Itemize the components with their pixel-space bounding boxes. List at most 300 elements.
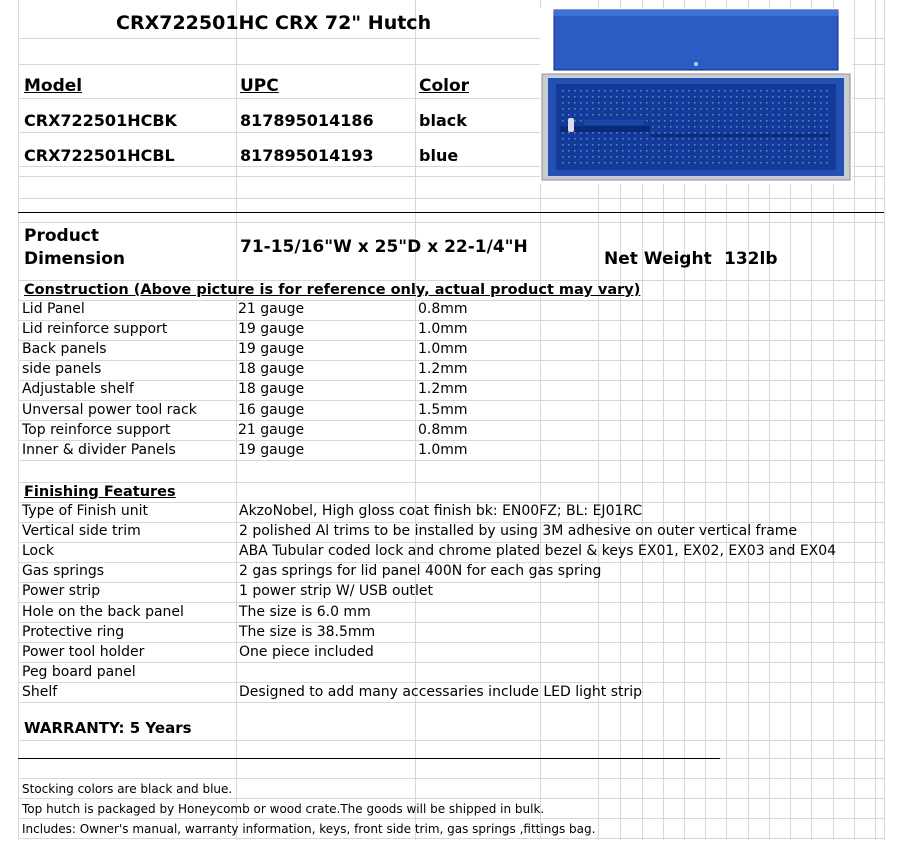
pegboard-hole — [646, 132, 648, 134]
pegboard-hole — [652, 90, 654, 92]
pegboard-hole — [802, 156, 804, 158]
pegboard-hole — [802, 96, 804, 98]
pegboard-hole — [634, 150, 636, 152]
pegboard-hole — [742, 156, 744, 158]
pegboard-hole — [646, 108, 648, 110]
pegboard-hole — [748, 162, 750, 164]
warranty-text: WARRANTY: 5 Years — [24, 719, 192, 737]
pegboard-hole — [712, 138, 714, 140]
grid-line — [18, 280, 884, 281]
pegboard-hole — [616, 108, 618, 110]
pegboard-hole — [748, 132, 750, 134]
pegboard-hole — [724, 144, 726, 146]
pegboard-hole — [700, 96, 702, 98]
pegboard-hole — [760, 120, 762, 122]
pegboard-hole — [676, 126, 678, 128]
pegboard-hole — [670, 150, 672, 152]
pegboard-hole — [634, 138, 636, 140]
pegboard-hole — [676, 120, 678, 122]
pegboard-hole — [700, 150, 702, 152]
pegboard-hole — [754, 162, 756, 164]
pegboard-hole — [634, 132, 636, 134]
pegboard-hole — [712, 144, 714, 146]
pegboard-hole — [646, 144, 648, 146]
note-line: Top hutch is packaged by Honeycomb or wood crate.The goods will be shipped in bulk. — [22, 802, 545, 816]
pegboard-hole — [694, 150, 696, 152]
pegboard-hole — [622, 150, 624, 152]
grid-line — [18, 682, 884, 683]
upc-header: UPC — [240, 76, 279, 96]
pegboard-hole — [790, 120, 792, 122]
net-weight-value: 132lb — [724, 249, 778, 269]
pegboard-hole — [730, 120, 732, 122]
pegboard-hole — [808, 138, 810, 140]
pegboard-hole — [634, 114, 636, 116]
pegboard-hole — [580, 162, 582, 164]
pegboard-hole — [628, 162, 630, 164]
construction-part-cell: Unversal power tool rack — [22, 401, 197, 418]
pegboard-hole — [724, 138, 726, 140]
pegboard-hole — [568, 102, 570, 104]
upc-cell: 817895014186 — [240, 111, 374, 130]
pegboard-hole — [682, 132, 684, 134]
pegboard-hole — [622, 96, 624, 98]
pegboard-hole — [628, 102, 630, 104]
pegboard-hole — [802, 150, 804, 152]
pegboard-hole — [802, 114, 804, 116]
pegboard-hole — [580, 114, 582, 116]
pegboard-hole — [616, 114, 618, 116]
pegboard-hole — [568, 132, 570, 134]
pegboard-hole — [814, 108, 816, 110]
grid-line — [18, 818, 884, 819]
pegboard-hole — [814, 120, 816, 122]
pegboard-hole — [652, 102, 654, 104]
pegboard-hole — [772, 108, 774, 110]
pegboard-hole — [820, 138, 822, 140]
pegboard-hole — [634, 96, 636, 98]
pegboard-hole — [646, 102, 648, 104]
pegboard-hole — [688, 156, 690, 158]
pegboard-hole — [658, 156, 660, 158]
pegboard-hole — [718, 96, 720, 98]
pegboard-hole — [784, 126, 786, 128]
pegboard-hole — [568, 138, 570, 140]
pegboard-hole — [610, 162, 612, 164]
pegboard-hole — [802, 102, 804, 104]
pegboard-hole — [610, 144, 612, 146]
note-line: Stocking colors are black and blue. — [22, 782, 233, 796]
pegboard-hole — [604, 150, 606, 152]
pegboard-hole — [760, 138, 762, 140]
pegboard-hole — [670, 108, 672, 110]
pegboard-hole — [634, 102, 636, 104]
pegboard-hole — [730, 90, 732, 92]
pegboard-hole — [766, 144, 768, 146]
pegboard-hole — [742, 162, 744, 164]
pegboard-hole — [820, 156, 822, 158]
pegboard-hole — [658, 120, 660, 122]
pegboard-hole — [730, 150, 732, 152]
pegboard-hole — [652, 132, 654, 134]
pegboard-hole — [646, 156, 648, 158]
pegboard-hole — [718, 144, 720, 146]
pegboard-hole — [796, 108, 798, 110]
construction-mm-cell: 1.0mm — [418, 321, 468, 338]
pegboard-hole — [796, 144, 798, 146]
pegboard-hole — [670, 114, 672, 116]
pegboard-hole — [766, 150, 768, 152]
pegboard-hole — [706, 138, 708, 140]
pegboard-hole — [604, 96, 606, 98]
construction-mm-cell: 1.0mm — [418, 341, 468, 358]
pegboard-hole — [694, 156, 696, 158]
pegboard-hole — [814, 150, 816, 152]
pegboard-hole — [640, 102, 642, 104]
pegboard-hole — [748, 102, 750, 104]
pegboard-hole — [568, 156, 570, 158]
model-cell: CRX722501HCBK — [24, 111, 177, 130]
finishing-feature-cell: Peg board panel — [22, 663, 136, 680]
color-cell: black — [419, 111, 467, 130]
pegboard-hole — [694, 126, 696, 128]
net-weight-label: Net Weight — [604, 249, 712, 269]
pegboard-hole — [796, 150, 798, 152]
pegboard-hole — [742, 102, 744, 104]
pegboard-hole — [712, 150, 714, 152]
pegboard-hole — [688, 144, 690, 146]
pegboard-hole — [706, 132, 708, 134]
pegboard-hole — [652, 96, 654, 98]
pegboard-hole — [754, 156, 756, 158]
pegboard-hole — [670, 96, 672, 98]
pegboard-hole — [700, 144, 702, 146]
pegboard-hole — [688, 120, 690, 122]
pegboard-hole — [682, 144, 684, 146]
finishing-detail-cell: 2 polished Al trims to be installed by using 3M adhesive on outer vertical frame — [239, 523, 798, 540]
notes-divider — [18, 758, 720, 759]
pegboard-hole — [736, 126, 738, 128]
pegboard-hole — [676, 132, 678, 134]
grid-line — [18, 838, 884, 839]
pegboard-hole — [592, 138, 594, 140]
pegboard-hole — [796, 138, 798, 140]
pegboard-hole — [712, 120, 714, 122]
finishing-feature-cell: Power tool holder — [22, 643, 145, 660]
pegboard-hole — [778, 126, 780, 128]
pegboard-hole — [616, 132, 618, 134]
pegboard-hole — [718, 138, 720, 140]
pegboard-hole — [826, 156, 828, 158]
pegboard-hole — [568, 162, 570, 164]
grid-line — [18, 702, 884, 703]
pegboard-hole — [736, 162, 738, 164]
pegboard-hole — [628, 108, 630, 110]
pegboard-hole — [784, 120, 786, 122]
pegboard-hole — [742, 144, 744, 146]
pegboard-hole — [586, 138, 588, 140]
pegboard-hole — [580, 96, 582, 98]
pegboard-hole — [652, 120, 654, 122]
pegboard-hole — [766, 96, 768, 98]
pegboard-hole — [586, 114, 588, 116]
pegboard-hole — [772, 96, 774, 98]
pegboard-hole — [820, 108, 822, 110]
grid-line — [884, 0, 885, 840]
pegboard-hole — [760, 126, 762, 128]
pegboard-hole — [778, 114, 780, 116]
pegboard-hole — [760, 162, 762, 164]
pegboard-hole — [802, 120, 804, 122]
pegboard-hole — [760, 150, 762, 152]
pegboard-hole — [814, 126, 816, 128]
pegboard-hole — [616, 96, 618, 98]
pegboard-hole — [814, 156, 816, 158]
pegboard-hole — [592, 114, 594, 116]
pegboard-hole — [784, 90, 786, 92]
pegboard-hole — [676, 114, 678, 116]
pegboard-hole — [820, 150, 822, 152]
pegboard-hole — [826, 114, 828, 116]
pegboard-hole — [586, 102, 588, 104]
pegboard-hole — [784, 132, 786, 134]
construction-part-cell: Lid Panel — [22, 301, 85, 317]
pegboard-hole — [700, 132, 702, 134]
pegboard-hole — [754, 90, 756, 92]
pegboard-hole — [706, 102, 708, 104]
pegboard-hole — [664, 150, 666, 152]
pegboard-hole — [778, 162, 780, 164]
pegboard-hole — [736, 144, 738, 146]
pegboard-hole — [814, 162, 816, 164]
pegboard-hole — [616, 150, 618, 152]
pegboard-hole — [622, 108, 624, 110]
section-divider — [18, 212, 884, 213]
pegboard-hole — [562, 96, 564, 98]
pegboard-hole — [628, 132, 630, 134]
pegboard-hole — [670, 120, 672, 122]
pegboard-hole — [694, 108, 696, 110]
pegboard-hole — [730, 138, 732, 140]
grid-line — [18, 642, 884, 643]
pegboard-hole — [754, 144, 756, 146]
pegboard-hole — [562, 90, 564, 92]
pegboard-hole — [742, 132, 744, 134]
pegboard-hole — [730, 126, 732, 128]
pegboard-hole — [808, 120, 810, 122]
pegboard-hole — [640, 144, 642, 146]
pegboard-hole — [664, 132, 666, 134]
pegboard-hole — [640, 162, 642, 164]
pegboard-hole — [736, 96, 738, 98]
pegboard-hole — [694, 132, 696, 134]
pegboard-hole — [694, 102, 696, 104]
pegboard-hole — [574, 90, 576, 92]
pegboard-hole — [670, 144, 672, 146]
pegboard-hole — [772, 102, 774, 104]
pegboard-hole — [724, 120, 726, 122]
pegboard-hole — [568, 144, 570, 146]
pegboard-hole — [802, 126, 804, 128]
pegboard-hole — [694, 144, 696, 146]
pegboard-hole — [754, 150, 756, 152]
pegboard-hole — [826, 126, 828, 128]
pegboard-hole — [562, 102, 564, 104]
pegboard-hole — [736, 108, 738, 110]
pegboard-hole — [670, 90, 672, 92]
construction-mm-cell: 1.0mm — [418, 441, 468, 458]
finishing-feature-cell: Protective ring — [22, 623, 125, 640]
pegboard-hole — [604, 108, 606, 110]
pegboard-hole — [658, 138, 660, 140]
pegboard-hole — [790, 138, 792, 140]
pegboard-hole — [754, 126, 756, 128]
pegboard-hole — [580, 108, 582, 110]
pegboard-hole — [604, 132, 606, 134]
pegboard-hole — [736, 150, 738, 152]
pegboard-hole — [736, 114, 738, 116]
pegboard-hole — [598, 102, 600, 104]
pegboard-hole — [562, 150, 564, 152]
pegboard-hole — [802, 144, 804, 146]
pegboard-hole — [610, 132, 612, 134]
finishing-feature-cell: Type of Finish unit — [22, 503, 148, 519]
construction-part-cell: side panels — [22, 361, 102, 378]
pegboard-hole — [676, 108, 678, 110]
pegboard-hole — [730, 102, 732, 104]
pegboard-hole — [760, 156, 762, 158]
pegboard-hole — [580, 90, 582, 92]
pegboard-hole — [808, 96, 810, 98]
pegboard-hole — [580, 138, 582, 140]
pegboard-hole — [586, 96, 588, 98]
pegboard-hole — [778, 150, 780, 152]
pegboard-hole — [658, 90, 660, 92]
pegboard-hole — [718, 126, 720, 128]
pegboard-hole — [610, 90, 612, 92]
pegboard-hole — [616, 144, 618, 146]
pegboard-hole — [628, 144, 630, 146]
pegboard-hole — [730, 144, 732, 146]
pegboard-hole — [700, 108, 702, 110]
pegboard-hole — [694, 90, 696, 92]
pegboard-hole — [826, 138, 828, 140]
pegboard-hole — [652, 114, 654, 116]
pegboard-hole — [712, 162, 714, 164]
pegboard-hole — [592, 90, 594, 92]
pegboard-hole — [580, 156, 582, 158]
pegboard-hole — [562, 120, 564, 122]
pegboard-hole — [808, 156, 810, 158]
pegboard-hole — [748, 144, 750, 146]
pegboard-hole — [724, 132, 726, 134]
pegboard-hole — [598, 144, 600, 146]
pegboard-hole — [778, 90, 780, 92]
pegboard-hole — [586, 162, 588, 164]
pegboard-hole — [760, 102, 762, 104]
finishing-feature-cell: Gas springs — [22, 563, 105, 580]
pegboard-hole — [718, 132, 720, 134]
pegboard-hole — [676, 90, 678, 92]
pegboard-hole — [754, 102, 756, 104]
pegboard-hole — [766, 156, 768, 158]
pegboard-hole — [664, 108, 666, 110]
pegboard-hole — [664, 96, 666, 98]
pegboard-hole — [778, 96, 780, 98]
pegboard-hole — [562, 138, 564, 140]
pegboard-hole — [682, 156, 684, 158]
pegboard-hole — [622, 102, 624, 104]
pegboard-hole — [808, 132, 810, 134]
pegboard-hole — [640, 138, 642, 140]
pegboard-hole — [580, 144, 582, 146]
grid-line — [18, 622, 884, 623]
pegboard-hole — [562, 144, 564, 146]
pegboard-hole — [712, 96, 714, 98]
pegboard-hole — [580, 132, 582, 134]
pegboard-hole — [574, 108, 576, 110]
pegboard-hole — [658, 102, 660, 104]
pegboard-hole — [640, 132, 642, 134]
pegboard-hole — [574, 162, 576, 164]
grid-line — [18, 582, 884, 583]
pegboard-hole — [820, 102, 822, 104]
pegboard-hole — [664, 144, 666, 146]
pegboard-hole — [574, 114, 576, 116]
construction-heading: Construction (Above picture is for reference only, actual product may vary) — [24, 282, 641, 298]
pegboard-hole — [784, 102, 786, 104]
pegboard-hole — [700, 102, 702, 104]
pegboard-hole — [592, 108, 594, 110]
pegboard-hole — [580, 102, 582, 104]
pegboard-hole — [712, 90, 714, 92]
pegboard-hole — [568, 150, 570, 152]
pegboard-hole — [664, 120, 666, 122]
pegboard-hole — [616, 162, 618, 164]
pegboard-hole — [622, 162, 624, 164]
pegboard-hole — [808, 150, 810, 152]
pegboard-hole — [820, 120, 822, 122]
pegboard-hole — [796, 126, 798, 128]
pegboard-hole — [766, 120, 768, 122]
pegboard-hole — [826, 162, 828, 164]
pegboard-hole — [658, 162, 660, 164]
pegboard-hole — [670, 156, 672, 158]
pegboard-hole — [598, 96, 600, 98]
pegboard-hole — [604, 114, 606, 116]
pegboard-hole — [634, 162, 636, 164]
pegboard-hole — [706, 162, 708, 164]
pegboard-hole — [808, 114, 810, 116]
pegboard-hole — [808, 162, 810, 164]
pegboard-hole — [694, 114, 696, 116]
pegboard-hole — [772, 126, 774, 128]
pegboard-hole — [760, 108, 762, 110]
pegboard-hole — [628, 90, 630, 92]
pegboard-hole — [574, 138, 576, 140]
pegboard-hole — [670, 126, 672, 128]
pegboard-hole — [568, 114, 570, 116]
construction-mm-cell: 1.5mm — [418, 401, 468, 418]
pegboard-hole — [622, 138, 624, 140]
grid-line — [18, 778, 884, 779]
pegboard-hole — [724, 114, 726, 116]
pegboard-hole — [706, 126, 708, 128]
pegboard-hole — [664, 114, 666, 116]
pegboard-hole — [808, 126, 810, 128]
grid-line — [18, 460, 884, 461]
pegboard-hole — [652, 144, 654, 146]
